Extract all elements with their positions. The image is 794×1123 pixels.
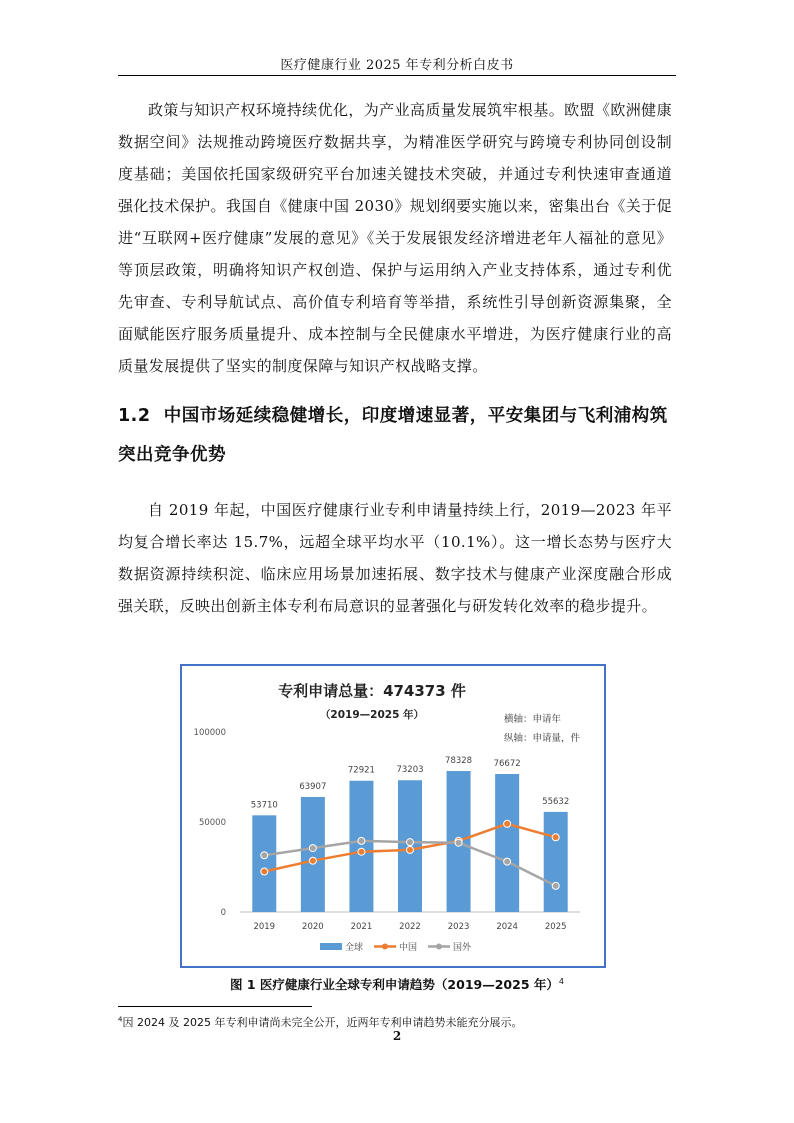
figure-caption (118, 975, 676, 993)
figure-caption-text: 图 1 医疗健康行业全球专利申请趋势（2019—2025 年） (230, 977, 559, 992)
paragraph-growth: 自 2019 年起，中国医疗健康行业专利申请量持续上行，2019—2023 年平均复合增长率达 15.7%，远超全球平均水平（10.1%）。这一增长态势与医疗大数据资源持续积淀、临床应用场景加速拓展、数字技术与健康产业深度融合形成强关联，反映出创新主体专利布局意识的显著强化与研发转化效率的稳步提升。 (118, 501, 672, 615)
chart-subtitle: （2019—2025 年） (319, 709, 425, 721)
y-tick-label: 0 (220, 908, 226, 918)
x-tick-label: 2024 (496, 922, 518, 932)
line-point-china (358, 848, 365, 855)
y-tick-label: 50000 (198, 818, 226, 828)
footnote-rule (118, 1006, 312, 1007)
line-point-foreign (309, 845, 316, 852)
bar-data-label: 53710 (250, 800, 278, 811)
line-point-foreign (552, 882, 559, 889)
page-number: 2 (392, 1029, 402, 1043)
chart-title: 专利申请总量：474373 件 (278, 682, 466, 700)
legend-swatch-global (320, 943, 342, 950)
legend-label-global: 全球 (345, 943, 364, 953)
x-tick-label: 2021 (350, 922, 373, 932)
x-tick-label: 2023 (447, 922, 470, 932)
section-number: 1.2 (118, 406, 151, 426)
legend-marker-china (382, 944, 388, 950)
bar-global-2021 (349, 781, 373, 912)
line-point-china (309, 857, 316, 864)
bar-global-2019 (252, 815, 276, 912)
chart-yaxis-note: 纵轴：申请量，件 (504, 733, 581, 744)
header-rule (118, 75, 676, 76)
line-point-foreign (407, 839, 414, 846)
line-point-foreign (504, 858, 511, 865)
bar-data-label: 55632 (542, 796, 570, 807)
bar-global-2020 (301, 797, 325, 912)
footnote-mark: 4 (118, 1015, 123, 1024)
line-point-china (552, 834, 559, 841)
legend-label-china: 中国 (399, 943, 418, 953)
line-point-china (504, 820, 511, 827)
bar-global-2024 (495, 774, 519, 912)
bar-data-label: 63907 (299, 781, 327, 792)
line-point-foreign (261, 852, 268, 859)
bar-data-label: 72921 (347, 765, 375, 776)
section-title: 中国市场延续稳健增长，印度增速显著，平安集团与飞利浦构筑突出竞争优势 (118, 406, 668, 465)
x-tick-label: 2019 (253, 922, 276, 932)
y-tick-label: 100000 (193, 728, 226, 738)
bar-data-label: 73203 (396, 765, 424, 776)
bar-data-label: 76672 (493, 758, 521, 769)
x-tick-label: 2020 (302, 922, 324, 932)
bar-data-label: 78328 (445, 756, 473, 767)
footnote-text: 因 2024 及 2025 年专利申请尚未完全公开，近两年专利申请趋势未能充分展示。 (122, 1016, 523, 1029)
paragraph-policy: 政策与知识产权环境持续优化，为产业高质量发展筑牢根基。欧盟《欧洲健康数据空间》法规推动跨境医疗数据共享，为精准医学研究与跨境专利协同创设制度基础；美国依托国家级研究平台加速关键技术突破，并通过专利快速审查通道强化技术保护。我国自《健康中国 2030》规划纲要实施以来，密集出台《关于促进“互联网+医疗健康”发展的意见》《关于发展银发经济增进老年人福祉的意见》等顶层政策，明确将知识产权创造、保护与运用纳入产业支持体系，通过专利优先审查、专利导航试点、高价值专利培育等举措，系统性引导创新资源集聚，全面赋能医疗服务质量提升、成本控制与全民健康水平增进，为医疗健康行业的高质量发展提供了坚实的制度保障与知识产权战略支撑。 (118, 101, 672, 375)
line-point-china (261, 868, 268, 875)
legend-label-foreign: 国外 (453, 943, 472, 953)
chart-xaxis-note: 横轴：申请年 (504, 714, 562, 725)
line-point-foreign (455, 839, 462, 846)
bar-global-2025 (544, 812, 568, 912)
caption-footnote-mark: 4 (558, 976, 564, 986)
patent-trend-chart (180, 664, 606, 968)
footnote (118, 1014, 522, 1030)
section-heading (118, 397, 672, 475)
running-header: 医疗健康行业 2025 年专利分析白皮书 (280, 58, 514, 73)
x-tick-label: 2025 (544, 922, 567, 932)
x-tick-label: 2022 (399, 922, 421, 932)
line-point-foreign (358, 837, 365, 844)
chart-canvas (182, 666, 604, 966)
legend-marker-foreign (436, 944, 442, 950)
line-point-china (407, 846, 414, 853)
